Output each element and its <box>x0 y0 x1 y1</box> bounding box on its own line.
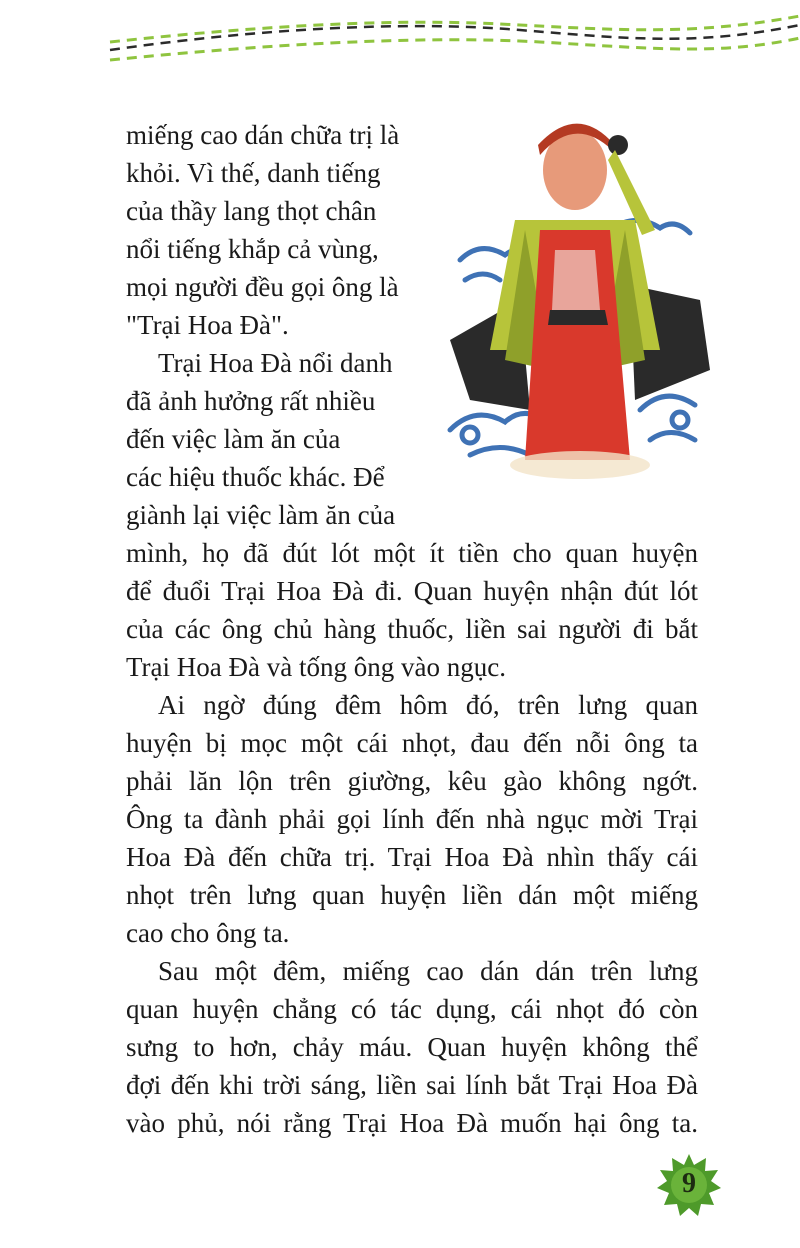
text-line-14: của các ông chủ hàng thuốc, liền sai người đi bắt <box>126 614 698 644</box>
text-line-18: phải lăn lộn trên giường, kêu gào không ngớt. <box>126 766 698 796</box>
text-line-10: các hiệu thuốc khác. Để <box>126 462 385 492</box>
text-line-4: nổi tiếng khắp cả vùng, <box>126 234 379 264</box>
text-line-12: mình, họ đã đút lót một ít tiền cho quan huyện <box>126 538 698 568</box>
text-line-25: sưng to hơn, chảy máu. Quan huyện không thể <box>126 1032 698 1062</box>
page-number: 9 <box>682 1168 696 1199</box>
text-line-19: Ông ta đành phải gọi lính đến nhà ngục mời Trại <box>126 804 698 834</box>
trai-hoa-da-illustration <box>430 110 720 490</box>
text-line-3: của thầy lang thọt chân <box>126 196 377 226</box>
text-line-20: Hoa Đà đến chữa trị. Trại Hoa Đà nhìn thấy cái <box>126 842 698 872</box>
text-line-7: Trại Hoa Đà nổi danh <box>158 348 393 378</box>
text-line-27: vào phủ, nói rằng Trại Hoa Đà muốn hại ông ta. <box>126 1108 698 1138</box>
text-line-23: Sau một đêm, miếng cao dán dán trên lưng <box>158 956 698 986</box>
text-line-15: Trại Hoa Đà và tống ông vào ngục. <box>126 652 506 682</box>
text-line-9: đến việc làm ăn của <box>126 424 341 454</box>
text-line-16: Ai ngờ đúng đêm hôm đó, trên lưng quan <box>158 690 698 720</box>
text-line-6: "Trại Hoa Đà". <box>126 310 289 340</box>
text-line-22: cao cho ông ta. <box>126 918 290 948</box>
text-line-24: quan huyện chẳng có tác dụng, cái nhọt đó còn <box>126 994 698 1024</box>
text-line-17: huyện bị mọc một cái nhọt, đau đến nỗi ông ta <box>126 728 698 758</box>
text-line-8: đã ảnh hưởng rất nhiều <box>126 386 376 416</box>
text-line-11: giành lại việc làm ăn của <box>126 500 396 530</box>
text-line-2: khỏi. Vì thế, danh tiếng <box>126 158 381 188</box>
text-line-13: để đuổi Trại Hoa Đà đi. Quan huyện nhận đút lót <box>126 576 698 606</box>
text-line-1: miếng cao dán chữa trị là <box>126 120 400 150</box>
text-line-5: mọi người đều gọi ông là <box>126 272 399 302</box>
text-line-21: nhọt trên lưng quan huyện liền dán một miếng <box>126 880 698 910</box>
text-line-26: đợi đến khi trời sáng, liền sai lính bắt Trại Hoa Đà <box>126 1070 698 1100</box>
header-dashed-decoration <box>0 0 800 80</box>
